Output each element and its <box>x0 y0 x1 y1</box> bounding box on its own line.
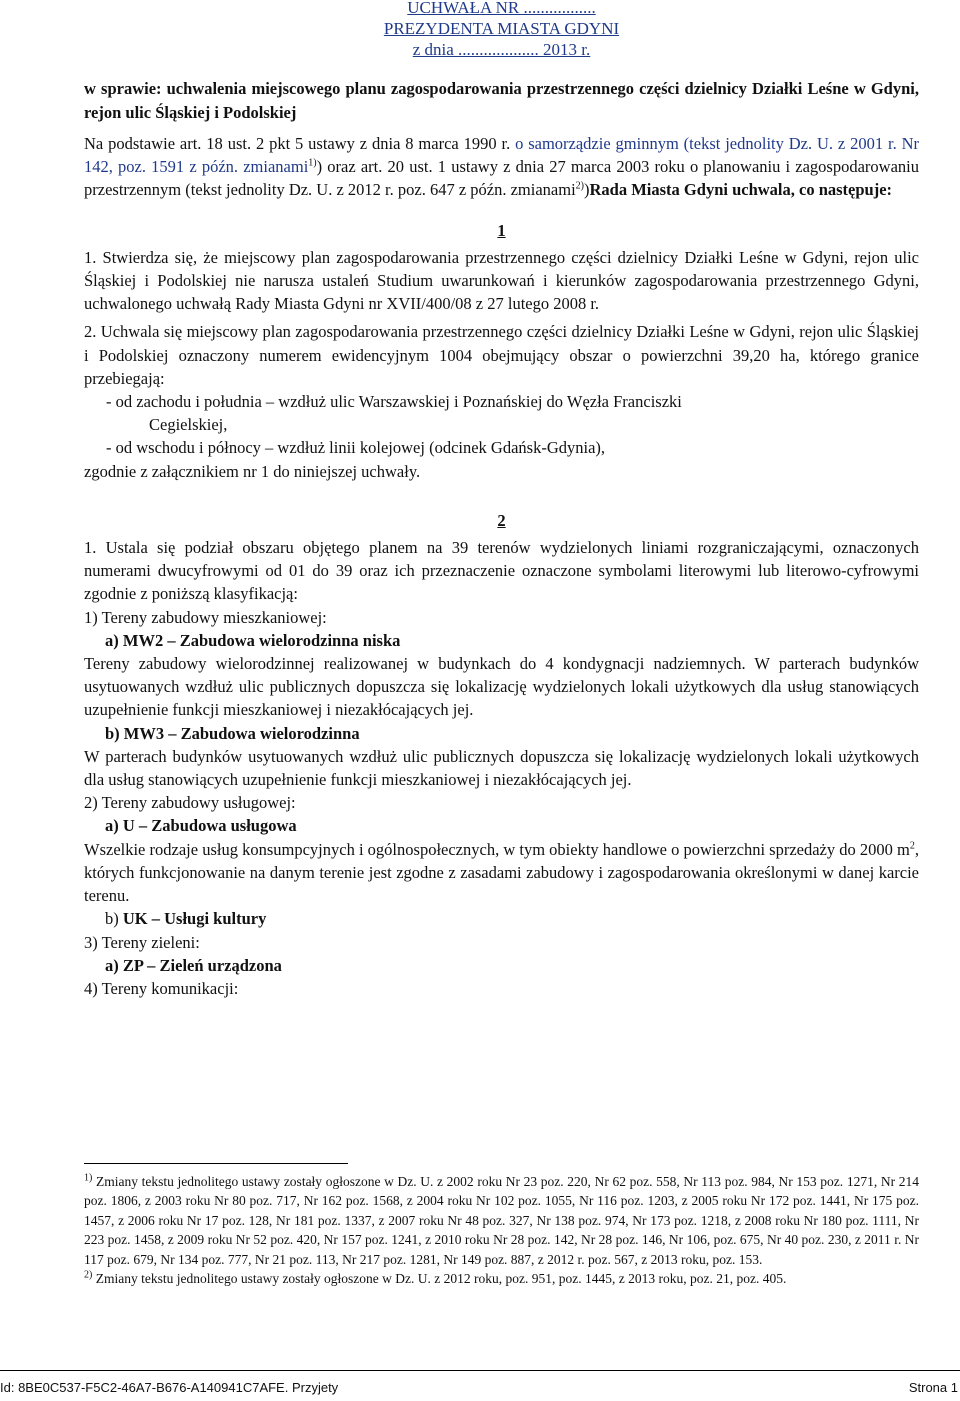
zp-title: a) ZP – Zieleń urządzona <box>105 955 282 975</box>
category-residential: 1) Tereny zabudowy mieszkaniowej: <box>84 607 327 627</box>
section-1-heading: 1 <box>497 220 506 240</box>
mw3-title: b) MW3 – Zabudowa wielorodzinna <box>105 723 360 743</box>
council-resolves: Rada Miasta Gdyni uchwala, co następuje: <box>589 180 893 200</box>
section-1-closing: zgodnie z załącznikiem nr 1 do niniejszej uchwały. <box>84 461 421 481</box>
uk-title: b) UK – Usługi kultury <box>105 909 267 929</box>
document-id: Id: 8BE0C537-F5C2-46A7-B676-A140941C7AFE. Przyjety <box>0 1380 339 1395</box>
page-number: Strona 1 <box>908 1380 958 1395</box>
section-1-paragraph-2: 2. Uchwala się miejscowy plan zagospodarowania przestrzennego części dzielnicy Działki Leśne w Gdyni, rejon ulic Śląskiej i Podolskiej oznaczony numerem ewidencyjnym 1004 obejmujący obszar o powierzchni 39,20 ha, którego granice przebiegają: <box>84 322 919 388</box>
category-services: 2) Tereny zabudowy usługowej: <box>84 793 296 813</box>
subject-line: w sprawie: uchwalenia miejscowego planu zagospodarowania przestrzennego części dzielnicy Działki Leśne w Gdyni, rejon ulic Śląskiej i Podolskiej <box>84 79 919 122</box>
u-title: a) U – Zabudowa usługowa <box>105 816 297 836</box>
section-2-heading: 2 <box>497 510 506 530</box>
document-page <box>84 0 919 1000</box>
mw2-description: Tereny zabudowy wielorodzinnej realizowanej w budynkach do 4 kondygnacji nadziemnych. W parterach budynków usytuowanych wzdłuż ulic publicznych dopuszcza się lokalizację wydzielonych lokali użytkowych dla usług stanowiących uzupełnienie funkcji mieszkaniowej i niezakłócających jej. <box>84 654 919 720</box>
resolution-date: z dnia ................... 2013 r. <box>412 40 591 59</box>
issuer: PREZYDENTA MIASTA GDYNI <box>383 19 620 38</box>
footer-divider <box>0 1370 960 1371</box>
resolution-number: UCHWAŁA NR ................. <box>407 0 596 17</box>
boundary-east-north: - od wschodu i północy – wzdłuż linii kolejowej (odcinek Gdańsk-Gdynia), <box>106 438 606 458</box>
boundary-west-south: - od zachodu i południa – wzdłuż ulic Warszawskiej i Poznańskiej do Węzła Franciszki Cegielskiej, <box>106 392 682 435</box>
footnote-2: $^{2)}$ Zmiany tekstu jednolitego ustawy zostały ogłoszone w Dz. U. z 2012 roku, poz. 951, poz. 1445, z 2013 roku, poz. 21, poz. 405. <box>84 1269 787 1287</box>
category-greenery: 3) Tereny zieleni: <box>84 932 200 952</box>
u-description: Wszelkie rodzaje usług konsumpcyjnych i ogólnospołecznych, w tym obiekty handlowe o powierzchni sprzedaży do 2000 $m^2$, których funkcjonowanie na danym terenie jest zgodne z zasadami zabudowy i zagospodarowania określonymi w danej karcie terenu. <box>84 839 919 906</box>
legal-basis: Na podstawie art. 18 ust. 2 pkt 5 ustawy z dnia 8 marca 1990 r. o samorządzie gminnym (tekst jednolity Dz. U. z 2001 r. Nr 142, poz. 1591 z późn. zmianami$^{1)}$) oraz art. 20 ust. 1 ustawy z dnia 27 marca 2003 roku o planowaniu i zagospodarowaniu przestrzennym (tekst jednolity Dz. U. z 2012 r. poz. 647 z późn. zmianami$^{2)}$)Rada Miasta Gdyni uchwala, co następuje: <box>84 134 919 200</box>
category-transport: 4) Tereny komunikacji: <box>84 978 239 998</box>
footnote-1: $^{1)}$ Zmiany tekstu jednolitego ustawy zostały ogłoszone w Dz. U. z 2002 roku Nr 23 poz. 220, Nr 62 poz. 558, Nr 113 poz. 984, Nr 153 poz. 1271, Nr 214 poz. 1806, z 2003 roku Nr 80 poz. 717, Nr 162 poz. 1568, z 2004 roku Nr 102 poz. 1055, Nr 116 poz. 1203, z 2005 roku Nr 172 poz. 1441, Nr 175 poz. 1457, z 2006 roku Nr 17 poz. 128, Nr 181 poz. 1337, z 2007 roku Nr 48 poz. 327, Nr 138 poz. 974, Nr 173 poz. 1218, z 2008 roku Nr 180 poz. 1111, Nr 223 poz. 1458, z 2009 roku Nr 52 poz. 420, Nr 157 poz. 1241, z 2010 roku Nr 28 poz. 142, Nr 28 poz. 146, Nr 106, poz. 675, Nr 40 poz. 230, z 2011 r. Nr 117 poz. 679, Nr 134 poz. 777, Nr 21 poz. 113, Nr 217 poz. 1281, Nr 149 poz. 887, z 2012 r. poz. 567, z 2013 roku, poz. 153. <box>84 1172 919 1267</box>
document-header <box>84 0 919 60</box>
mw3-description: W parterach budynków usytuowanych wzdłuż ulic publicznych dopuszcza się lokalizację wydzielonych lokali użytkowych dla usług stanowiących uzupełnienie funkcji mieszkaniowej i niezakłócających jej. <box>84 746 919 790</box>
footnote-separator <box>84 1163 348 1164</box>
footnotes <box>84 1172 919 1288</box>
section-1-paragraph-1: 1. Stwierdza się, że miejscowy plan zagospodarowania przestrzennego części dzielnicy Działki Leśne w Gdyni, rejon ulic Śląskiej i Podolskiej nie narusza ustaleń Studium uwarunkowań i kierunków zagospodarowania przestrzennego Gdyni, uchwalonego uchwałą Rady Miasta Gdyni nr XVII/400/08 z 27 lutego 2008 r. <box>84 247 919 314</box>
section-2-paragraph-1: 1. Ustala się podział obszaru objętego planem na 39 terenów wydzielonych liniami rozgraniczającymi, oznaczonych numerami dwucyfrowymi od 01 do 39 oraz ich przeznaczenie oznaczone symbolami literowymi lub literowo-cyfrowymi zgodnie z poniższą klasyfikacją: <box>84 538 919 604</box>
mw2-title: a) MW2 – Zabudowa wielorodzinna niska <box>105 630 401 650</box>
